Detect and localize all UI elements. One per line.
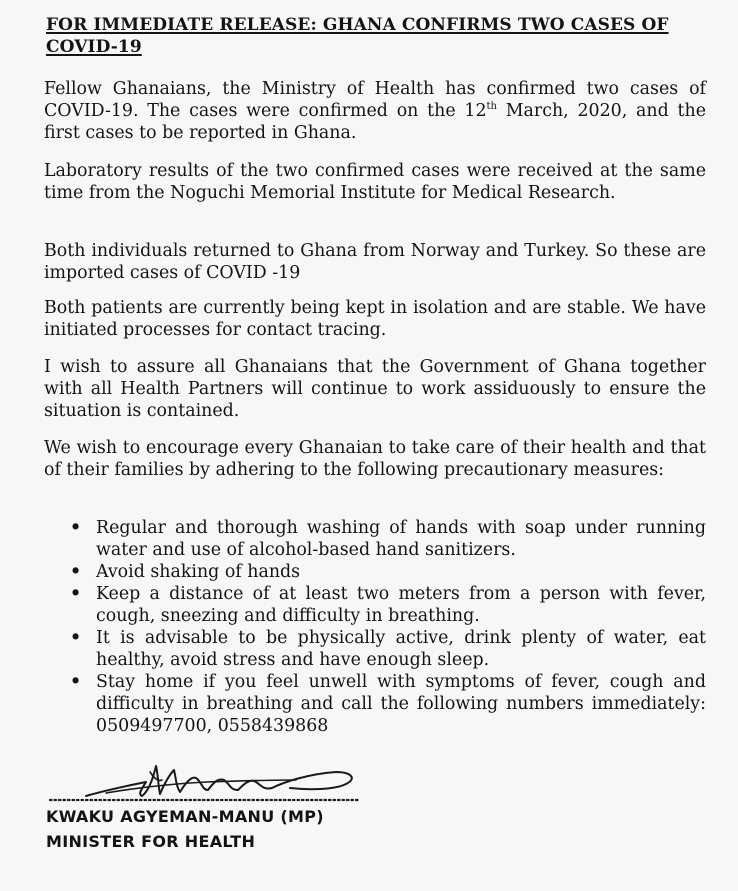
signature-block	[46, 760, 376, 810]
list-item	[70, 583, 706, 627]
paragraph-precautions-intro: We wish to encourage every Ghanaian to take care of their health and that of their families by adhering to the following precautionary measures:	[44, 438, 706, 480]
paragraph-assurance: I wish to assure all Ghanaians that the Government of Ghana together with all Health Partners will continue to work assiduously to ensure the situation is contained.	[44, 357, 706, 421]
list-item	[70, 561, 706, 583]
release-title: FOR IMMEDIATE RELEASE: GHANA CONFIRMS TWO CASES OF COVID-19	[46, 15, 669, 57]
signatory-name: KWAKU AGYEMAN-MANU (MP)	[46, 807, 324, 826]
bullet-icon: •	[70, 518, 82, 538]
measure-hand-washing: Regular and thorough washing of hands with soap under running water and use of alcohol-based hand sanitizers.	[96, 518, 706, 560]
signatory-role: MINISTER FOR HEALTH	[46, 832, 256, 851]
signature-icon	[46, 760, 376, 810]
list-item	[70, 671, 706, 737]
paragraph-travel-origin: Both individuals returned to Ghana from Norway and Turkey. So these are imported cases of COVID -19	[44, 241, 706, 283]
paragraph-lab-results: Laboratory results of the two confirmed cases were received at the same time from the Noguchi Memorial Institute for Medical Research.	[44, 161, 706, 203]
measure-stay-home: Stay home if you feel unwell with symptoms of fever, cough and difficulty in breathing and call the following numbers immediately: 0509497700, 0558439868	[96, 672, 706, 736]
measure-healthy-living: It is advisable to be physically active, drink plenty of water, eat healthy, avoid stress and have enough sleep.	[96, 628, 706, 670]
list-item	[70, 517, 706, 561]
precaution-list	[70, 517, 706, 737]
paragraph-confirmation-text-a: Fellow Ghanaians, the Ministry of Health has confirmed two cases of COVID-19. The cases were confirmed on the 12	[44, 79, 706, 121]
paragraph-isolation: Both patients are currently being kept in isolation and are stable. We have initiated processes for contact tracing.	[44, 298, 706, 340]
bullet-icon: •	[70, 584, 82, 604]
list-item	[70, 627, 706, 671]
paragraph-confirmation	[44, 78, 706, 144]
bullet-icon: •	[70, 628, 82, 648]
measure-distance: Keep a distance of at least two meters from a person with fever, cough, sneezing and difficulty in breathing.	[96, 584, 706, 626]
bullet-icon: •	[70, 562, 82, 582]
paragraph-confirmation-text-b: March, 2020, and the first cases to be reported in Ghana.	[44, 101, 706, 143]
measure-no-handshakes: Avoid shaking of hands	[96, 562, 301, 582]
date-ordinal-suffix: th	[486, 101, 497, 113]
bullet-icon: •	[70, 672, 82, 692]
